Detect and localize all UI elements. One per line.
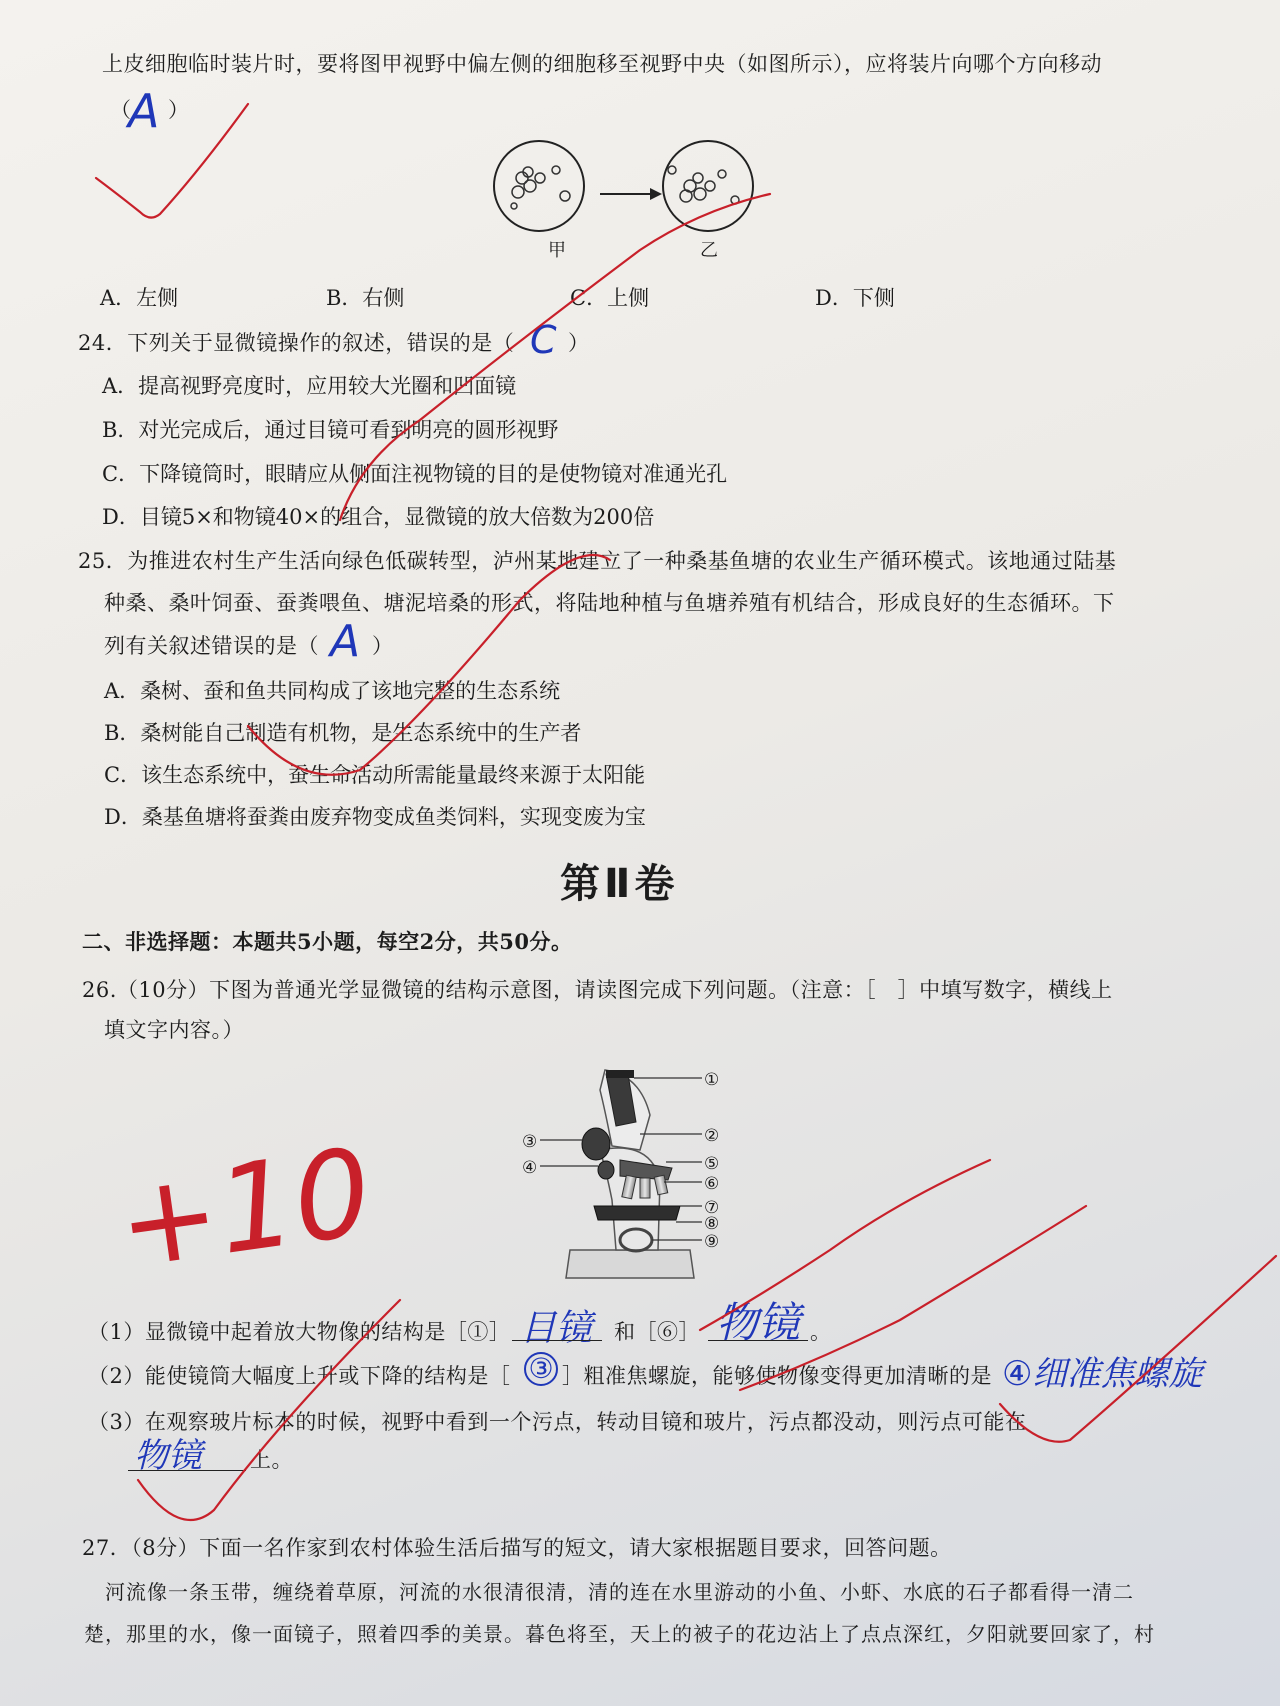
q25-option-a: A．桑树、蚕和鱼共同构成了该地完整的生态系统 [104, 679, 561, 703]
part2-heading: 第Ⅱ卷 [560, 861, 679, 907]
label-3: ③ [522, 1132, 538, 1152]
q23-option-a: A．左侧 [100, 286, 179, 310]
q26-sub2-answer: ④细准焦螺旋 [1002, 1354, 1203, 1394]
q25-option-c: C．该生态系统中，蚕生命活动所需能量最终来源于太阳能 [104, 763, 646, 787]
q25-option-d: D．桑基鱼塘将蚕粪由废弃物变成鱼类饲料，实现变废为宝 [104, 805, 646, 829]
label-1: ① [704, 1070, 720, 1090]
q24-option-c: C．下降镜筒时，眼睛应从侧面注视物镜的目的是使物镜对准通光孔 [102, 462, 728, 486]
q26-sub2-mid: ］粗准焦螺旋，能够使物像变得更加清晰的是 [562, 1364, 992, 1388]
check-mark-q26-2 [740, 1206, 1086, 1390]
q25-stem-line3: 列有关叙述错误的是（ [104, 634, 319, 658]
check-mark-q26-1 [700, 1160, 990, 1330]
q26-sub2-number: ③ [524, 1352, 558, 1386]
check-mark-q24 [340, 194, 770, 520]
q23-paren-open: （ [110, 98, 132, 122]
q24-option-a: A．提高视野亮度时，应用较大光圈和凹面镜 [102, 374, 517, 398]
label-5: ⑤ [704, 1154, 720, 1174]
q24-paren-close: ） [568, 331, 590, 355]
fig-label-yi: 乙 [700, 240, 719, 261]
q23-option-d: D．下侧 [815, 286, 895, 310]
q25-answer: A [330, 616, 361, 667]
q25-stem-line2: 种桑、桑叶饲蚕、蚕粪喂鱼、塘泥培桑的形式，将陆地种植与鱼塘养殖有机结合，形成良好的生态循环。下 [104, 591, 1115, 615]
label-2: ② [704, 1126, 720, 1146]
q27-passage-line2: 楚，那里的水，像一面镜子，照着四季的美景。暮色将至，天上的被子的花边沾上了点点深红，夕阳就要回家了，村 [84, 1622, 1155, 1646]
fig-label-jia: 甲 [548, 240, 567, 261]
q23-option-c: C．上侧 [570, 286, 650, 310]
q26-sub2-prefix: （2）能使镜筒大幅度上升或下降的结构是［ [88, 1364, 511, 1388]
q25-option-b: B．桑树能自己制造有机物，是生态系统中的生产者 [104, 721, 582, 745]
q26-sub3-end: 上。 [250, 1448, 293, 1472]
check-mark-q26-3 [1000, 1256, 1276, 1442]
q26-sub1-prefix: （1）显微镜中起着放大物像的结构是［①］ [88, 1320, 511, 1344]
q24-stem: 24．下列关于显微镜操作的叙述，错误的是（ [78, 331, 515, 355]
q24-option-d: D．目镜5×和物镜40×的组合，显微镜的放大倍数为200倍 [102, 505, 655, 529]
q26-sub1-mid: 和［⑥］ [614, 1320, 700, 1344]
q23-answer: A [128, 84, 160, 138]
part2-section-title: 二、非选择题：本题共5小题，每空2分，共50分。 [82, 929, 573, 954]
check-mark-q26-4 [138, 1300, 400, 1520]
label-7: ⑦ [704, 1198, 720, 1218]
q23-option-b: B．右侧 [326, 286, 405, 310]
check-mark-q25 [248, 555, 610, 775]
label-9: ⑨ [704, 1232, 720, 1252]
q27-passage-line1: 河流像一条玉带，缠绕着草原，河流的水很清很清，清的连在水里游动的小鱼、小虾、水底的石子都看得一清二 [84, 1580, 1134, 1604]
q24-answer: C [530, 318, 557, 362]
q25-paren-close: ） [372, 634, 394, 658]
q26-sub3-answer: 物镜 [134, 1436, 202, 1476]
q26-stem-line1: 26.（10分）下图为普通光学显微镜的结构示意图，请读图完成下列问题。（注意：［ ］中填写数字，横线上 [82, 978, 1113, 1002]
check-mark-q23 [96, 104, 248, 218]
label-8: ⑧ [704, 1214, 720, 1234]
label-4: ④ [522, 1158, 538, 1178]
q27-stem: 27．（8分）下面一名作家到农村体验生活后描写的短文，请大家根据题目要求，回答问题。 [82, 1536, 952, 1560]
q26-sub3-line1: （3）在观察玻片标本的时候，视野中看到一个污点，转动目镜和玻片，污点都没动，则污点可能在 [88, 1410, 1027, 1434]
q23-stem: 上皮细胞临时装片时，要将图甲视野中偏左侧的细胞移至视野中央（如图所示），应将装片向哪个方向移动 [102, 52, 1102, 76]
q25-stem-line1: 25．为推进农村生产生活向绿色低碳转型，泸州某地建立了一种桑基鱼塘的农业生产循环模式。该地通过陆基 [78, 549, 1117, 573]
label-6: ⑥ [704, 1174, 720, 1194]
q26-sub1-end: 。 [810, 1320, 832, 1344]
q23-paren-close: ） [168, 98, 190, 122]
q26-stem-line2: 填文字内容。） [104, 1018, 244, 1042]
q26-sub1-answer1: 目镜 [520, 1308, 593, 1349]
q26-sub1-answer2: 物镜 [716, 1298, 801, 1347]
score-mark: +10 [109, 1123, 380, 1296]
q24-option-b: B．对光完成后，通过目镜可看到明亮的圆形视野 [102, 418, 559, 442]
